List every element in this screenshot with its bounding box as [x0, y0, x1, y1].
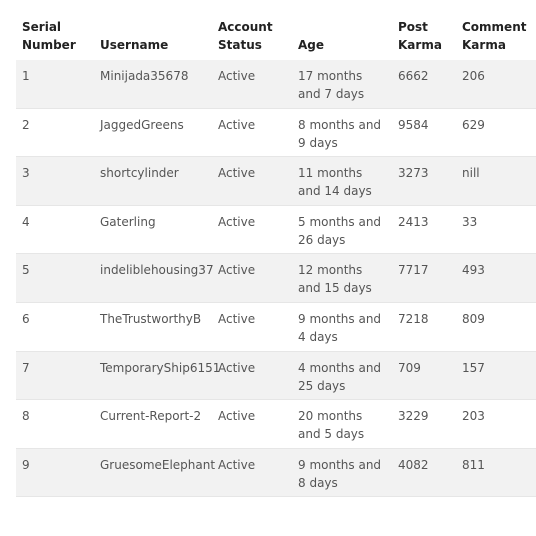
status-cell: Active: [218, 457, 256, 472]
age-cell: 11 months and 14 days: [298, 166, 372, 199]
table-header: [16, 20, 536, 60]
header-label: Serial Number: [22, 20, 76, 52]
post-karma-cell: 3229: [398, 409, 429, 424]
header-account-status: [210, 18, 290, 60]
table-row: [16, 400, 536, 449]
header-serial-number: [16, 18, 94, 60]
comment-karma-cell: 811: [462, 457, 485, 472]
comment-karma-cell: 809: [462, 311, 485, 326]
table-row: [16, 60, 536, 109]
status-cell: Active: [218, 360, 256, 375]
username-cell: TemporaryShip6151: [100, 360, 221, 375]
post-karma-cell: 6662: [398, 69, 429, 83]
serial-cell: 2: [22, 117, 30, 132]
comment-karma-cell: nill: [462, 166, 480, 181]
serial-cell: 6: [22, 311, 30, 326]
table-row: [16, 303, 536, 352]
post-karma-cell: 3273: [398, 166, 429, 181]
post-karma-cell: 7218: [398, 311, 429, 326]
username-cell: indeliblehousing37: [100, 263, 214, 278]
header-label: Comment Karma: [462, 20, 527, 52]
username-cell: JaggedGreens: [100, 117, 184, 132]
serial-cell: 3: [22, 166, 30, 181]
comment-karma-cell: 493: [462, 263, 485, 278]
comment-karma-cell: 206: [462, 69, 485, 83]
post-karma-cell: 9584: [398, 117, 429, 132]
comment-karma-cell: 203: [462, 409, 485, 424]
username-cell: Gaterling: [100, 214, 156, 229]
age-cell: 5 months and 26 days: [298, 214, 382, 247]
accounts-table: [16, 20, 536, 497]
status-cell: Active: [218, 263, 256, 278]
status-cell: Active: [218, 117, 256, 132]
age-cell: 20 months and 5 days: [298, 409, 365, 442]
age-cell: 8 months and 9 days: [298, 117, 382, 150]
table-row: [16, 109, 536, 158]
age-cell: 12 months and 15 days: [298, 263, 372, 296]
serial-cell: 8: [22, 409, 30, 424]
username-cell: TheTrustworthyB: [100, 311, 202, 326]
header-label: Age: [298, 38, 325, 52]
age-cell: 4 months and 25 days: [298, 360, 382, 393]
header-label: Username: [100, 38, 169, 52]
status-cell: Active: [218, 166, 256, 181]
header-comment-karma: [454, 18, 536, 60]
serial-cell: 7: [22, 360, 30, 375]
header-label: Post Karma: [398, 20, 442, 52]
comment-karma-cell: 33: [462, 214, 478, 229]
header-username: [94, 36, 210, 60]
table-row: [16, 254, 536, 303]
table-row: [16, 352, 536, 401]
age-cell: 9 months and 4 days: [298, 311, 382, 344]
username-cell: Minijada35678: [100, 69, 189, 83]
username-cell: GruesomeElephant: [100, 457, 216, 472]
comment-karma-cell: 629: [462, 117, 485, 132]
age-cell: 9 months and 8 days: [298, 457, 382, 490]
status-cell: Active: [218, 69, 256, 83]
age-cell: 17 months and 7 days: [298, 69, 365, 101]
status-cell: Active: [218, 214, 256, 229]
serial-cell: 1: [22, 69, 30, 83]
post-karma-cell: 4082: [398, 457, 429, 472]
table-row: [16, 157, 536, 206]
comment-karma-cell: 157: [462, 360, 485, 375]
post-karma-cell: 2413: [398, 214, 429, 229]
post-karma-cell: 709: [398, 360, 421, 375]
status-cell: Active: [218, 409, 256, 424]
username-cell: Current-Report-2: [100, 409, 202, 424]
table-row: [16, 206, 536, 255]
username-cell: shortcylinder: [100, 166, 179, 181]
header-label: Account Status: [218, 20, 273, 52]
post-karma-cell: 7717: [398, 263, 429, 278]
table-row: [16, 449, 536, 498]
status-cell: Active: [218, 311, 256, 326]
header-age: [290, 36, 390, 60]
serial-cell: 9: [22, 457, 30, 472]
serial-cell: 5: [22, 263, 30, 278]
serial-cell: 4: [22, 214, 30, 229]
header-post-karma: [390, 18, 454, 60]
